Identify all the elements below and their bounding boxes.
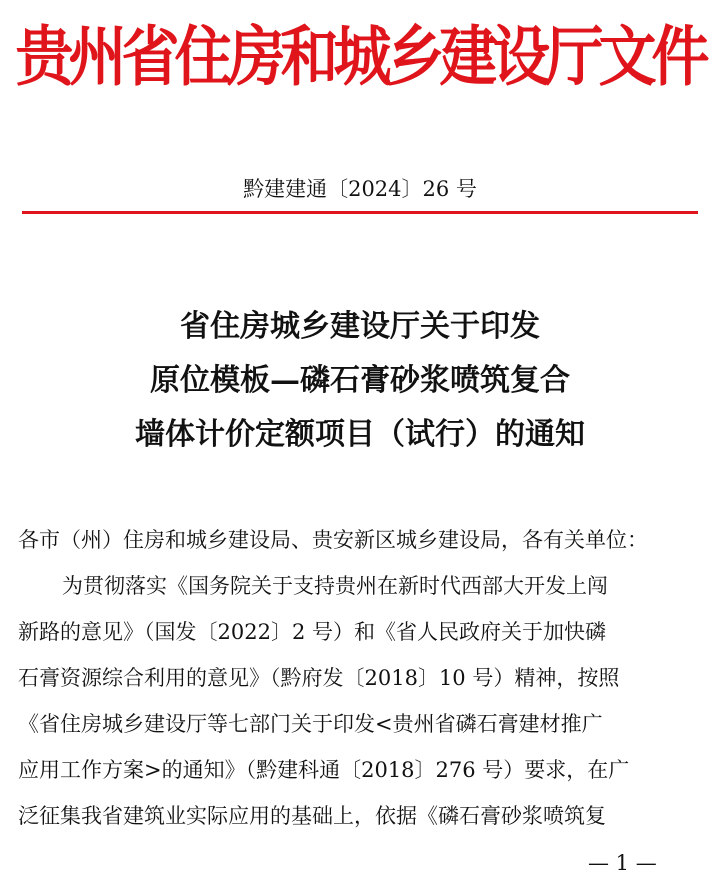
title-line-1: 省住房城乡建设厅关于印发 bbox=[180, 309, 540, 344]
salutation: 各市（州）住房和城乡建设局、贵安新区城乡建设局，各有关单位： bbox=[18, 528, 648, 552]
document-number: 黔建建通〔2024〕26 号 bbox=[243, 177, 477, 201]
body-line-4: 《省住房城乡建设厅等七部门关于印发<贵州省磷石膏建材推广 bbox=[18, 712, 603, 736]
body-line-5: 应用工作方案>的通知》（黔建科通〔2018〕276 号）要求，在广 bbox=[18, 758, 630, 782]
body-paragraph bbox=[18, 563, 708, 839]
body-line-2: 新路的意见》（国发〔2022〕2 号）和《省人民政府关于加快磷 bbox=[18, 620, 606, 644]
page-number: — 1 — bbox=[588, 851, 657, 875]
red-divider-line bbox=[22, 211, 698, 214]
title-line-2: 原位模板—磷石膏砂浆喷筑复合 bbox=[150, 363, 570, 398]
document-masthead: 贵州省住房和城乡建设厅文件 bbox=[15, 18, 705, 95]
body-line-1: 为贯彻落实《国务院关于支持贵州在新时代西部大开发上闯 bbox=[62, 574, 608, 598]
title-line-3: 墙体计价定额项目（试行）的通知 bbox=[135, 417, 585, 452]
document-title bbox=[0, 300, 720, 462]
body-line-6: 泛征集我省建筑业实际应用的基础上，依据《磷石膏砂浆喷筑复 bbox=[18, 804, 606, 828]
body-line-3: 石膏资源综合利用的意见》（黔府发〔2018〕10 号）精神，按照 bbox=[18, 666, 620, 690]
